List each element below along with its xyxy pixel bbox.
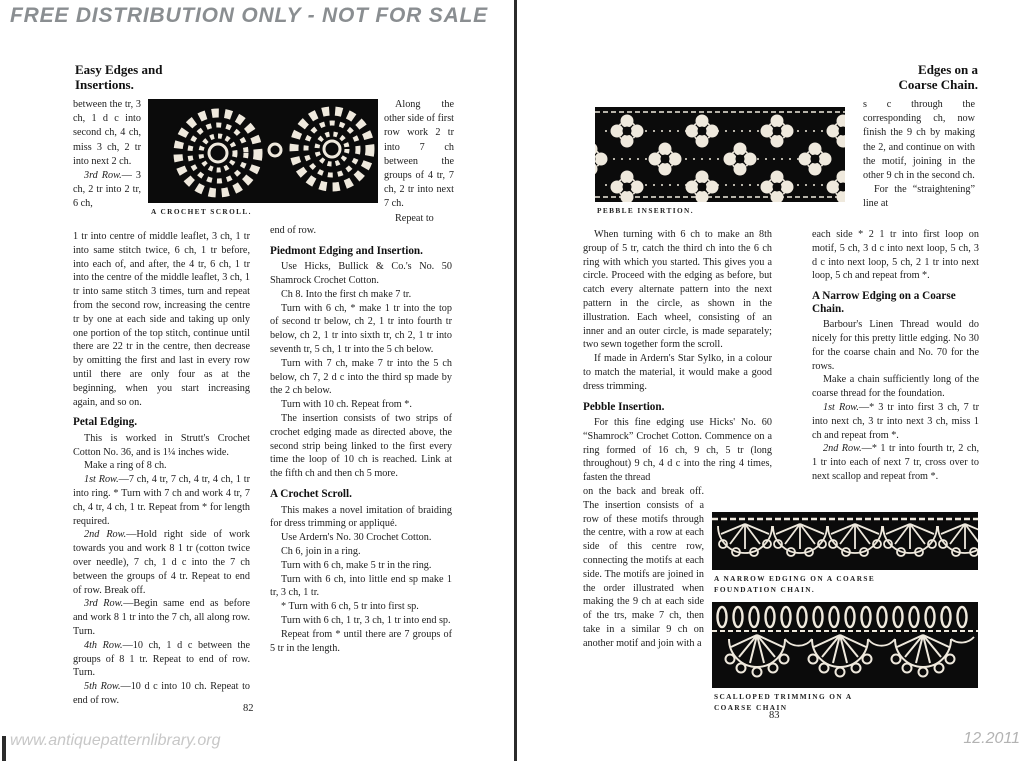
- left-intro-right-column: [384, 98, 454, 226]
- paragraph: 4th Row.—10 ch, 1 d c between the groups of 8 1 tr. Repeat to end of row. Turn.: [73, 639, 250, 679]
- crochet-scroll-photo: [148, 99, 378, 203]
- left-page-heading: Easy Edges and Insertions.: [75, 62, 163, 92]
- section-heading: Petal Edging.: [73, 416, 138, 429]
- paragraph: 1st Row.—* 3 tr into first 3 ch, 7 tr into next ch, 3 tr into next 3 ch, miss 1 ch and repeat from *.: [812, 401, 980, 441]
- paragraph: For the “straightening” line at: [863, 184, 975, 210]
- right-intro-right-column: [863, 98, 975, 212]
- paragraph: Ch 6, join in a ring.: [281, 545, 361, 557]
- left-page-number: 82: [243, 703, 254, 714]
- paragraph: on the back and break off. The insertion consists of a row of these motifs through the centre, with a row at each side of this centre row, connecting the motifs at each side. The motifs are joined in the order illustrated when making the 9 ch at each side of the trs, make 7 ch, then take in a similar 9 ch on another motif and join with a: [583, 486, 704, 649]
- pebble-insertion-photo: [595, 107, 845, 202]
- paragraph: Turn with 6 ch, into little end sp make 1 tr, 3 ch, 1 tr.: [270, 573, 452, 599]
- paragraph: Turn with 6 ch, make 5 tr in the ring.: [281, 559, 432, 571]
- section-heading: A Crochet Scroll.: [270, 488, 352, 501]
- paragraph: 5th Row.—10 d c into 10 ch. Repeat to end of row.: [73, 681, 251, 706]
- paragraph: If made in Ardern's Star Sylko, in a colour to match the material, it would make a good dress trimming.: [583, 353, 772, 392]
- paragraph: 2nd Row.—* 1 tr into fourth tr, 2 ch, 1 tr into each of next 7 tr, cross over to next scallop and repeat from *.: [812, 443, 979, 482]
- paragraph: Turn with 6 ch, 1 tr, 3 ch, 1 tr into end sp.: [281, 614, 451, 626]
- right-page-column-2: [812, 228, 979, 484]
- paragraph: When turning with 6 ch to make an 8th group of 5 tr, catch the third ch into the 6 ch ring with which you started. This gives you a circle. Proceed with the edging as before, but catch every alternate pattern into the next pattern in the circle, as shown in the illustration. Each wheel, consisting of an inner and an outer circle, is made separately; two sewn together form the scroll.: [583, 229, 772, 351]
- paragraph: Barbour's Linen Thread would do nicely for this pretty little edging. No 30 for the coarse chain and No. 70 for the rows.: [812, 319, 979, 372]
- paragraph: 1st Row.—7 ch, 4 tr, 7 ch, 4 tr, 4 ch, 1 tr into ring. * Turn with 7 ch and work 4 tr, 7 ch, 4 tr, 4 ch, 1 tr. Repeat from * for length required.: [73, 474, 250, 527]
- paragraph: For this fine edging use Hicks' No. 60 “Shamrock” Crochet Cotton. Commence on a ring formed of 16 ch, 9 ch, 5 tr (long throughout) 9 ch, 4 d c into the ring 4 times, fasten the thread: [583, 417, 772, 484]
- section-heading: Pebble Insertion.: [583, 400, 665, 413]
- paragraph: 3rd Row.— 3 ch, 2 tr into 2 tr, 6 ch,: [73, 170, 141, 210]
- scalloped-trimming-caption: SCALLOPED TRIMMING ON A COARSE CHAIN: [714, 692, 853, 712]
- narrow-edging-caption: A NARROW EDGING ON A COARSE FOUNDATION CHAIN.: [714, 574, 876, 594]
- right-page-number: 83: [769, 710, 780, 721]
- narrow-edging-illustration: [712, 512, 978, 570]
- paragraph: 2nd Row.—Hold right side of work towards you and work 8 1 tr (cotton twice over needle), 7 ch, 1 d c into the 7 ch between the groups of 4 tr. Repeat to end of row. Break off.: [73, 529, 250, 596]
- crochet-scroll-illustration: [148, 99, 378, 203]
- scalloped-trimming-photo: [712, 602, 978, 688]
- paragraph: This makes a novel imitation of braiding for dress trimming or appliqué.: [270, 504, 452, 530]
- paragraph: 3rd Row.—Begin same end as before and work 8 1 tr into the 7 ch, all along row. Turn.: [73, 598, 250, 638]
- section-heading: A Narrow Edging on a Coarse Chain.: [812, 290, 956, 315]
- section-heading: Piedmont Edging and Insertion.: [270, 244, 423, 257]
- scalloped-trimming-illustration: [712, 602, 978, 688]
- footer-date: 12.2011: [963, 730, 1020, 747]
- paragraph: Turn with 10 ch. Repeat from *.: [281, 399, 412, 411]
- paragraph: Ch 8. Into the first ch make 7 tr.: [281, 288, 412, 300]
- right-page-heading: Edges on a Coarse Chain.: [898, 62, 978, 92]
- pebble-insertion-caption: PEBBLE INSERTION.: [597, 206, 694, 215]
- pebble-insertion-illustration: [595, 107, 845, 202]
- paragraph: Make a chain sufficiently long of the coarse thread for the foundation.: [812, 374, 979, 400]
- paragraph: Repeat to: [395, 212, 434, 224]
- paragraph: The insertion consists of two strips of crochet edging made as directed above, the second strip being linked to the first every time the loop of 10 ch is reached. Link at the fifth ch and then ch 5 more.: [270, 413, 452, 480]
- narrow-edging-photo: [712, 512, 978, 570]
- paragraph: Use Hicks, Bullick & Co.'s No. 50 Shamrock Crochet Cotton.: [270, 261, 452, 287]
- paragraph: * Turn with 6 ch, 5 tr into first sp.: [281, 601, 419, 613]
- paragraph: Turn with 7 ch, make 7 tr into the 5 ch below, ch 7, 2 d c into the third sp made by the 2 ch below.: [270, 357, 452, 397]
- paragraph: Use Ardern's No. 30 Crochet Cotton.: [281, 532, 432, 544]
- paragraph: Make a ring of 8 ch.: [84, 460, 167, 472]
- paragraph: Repeat from * until there are 7 groups of 5 tr in the length.: [270, 628, 452, 654]
- footer-website: www.antiquepatternlibrary.org: [10, 732, 221, 749]
- paragraph: s c through the corresponding ch, now finish the 9 ch by making the 2, and continue on with the motif, joining in the other 9 ch in the second ch.: [863, 99, 975, 182]
- left-page-column-1: [73, 230, 250, 708]
- left-page-column-2: [270, 224, 452, 655]
- paragraph: This is worked in Strutt's Crochet Cotton No. 36, and is 1¼ inches wide.: [73, 432, 250, 458]
- paragraph: each side * 2 1 tr into first loop on motif, 5 ch, 3 d c into next loop, 5 ch, 3 d c into next loop, 5 ch, 2 1 tr into next loop, 5 ch and repeat from *.: [812, 229, 979, 282]
- paragraph: Turn with 6 ch, * make 1 tr into the top of second tr below, ch 2, 1 tr into fourth tr below, ch 2, 1 tr into sixth tr, ch 2, 1 tr into seventh tr, 5 ch, 1 tr into the 5 ch below.: [270, 302, 452, 356]
- paragraph: 1 tr into centre of middle leaflet, 3 ch, 1 tr into same stitch twice, 6 ch, 1 tr before, into each of, and after, the 4 tr, 6 ch, 1 tr into the centre of the middle leaflet, 3 ch, 1 tr into same stitch 3 times, turn and repeat from the second row, increasing the centre tr by one at each side and taking up only one portion of the top stitch, continue until there are 22 tr in the centre, then decrease by omitting the first and last in every row until there are only four as at the beginning, when you start increasing again, and so on.: [73, 231, 250, 408]
- paragraph: between the tr, 3 ch, 1 d c into second ch, 4 ch, miss 3 ch, 2 tr into next 2 ch.: [73, 99, 141, 167]
- free-distribution-banner: FREE DISTRIBUTION ONLY - NOT FOR SALE: [10, 4, 488, 27]
- crochet-scroll-caption: A CROCHET SCROLL.: [151, 207, 252, 216]
- left-intro-column: [73, 98, 141, 212]
- paragraph: end of row.: [270, 225, 317, 236]
- paragraph: Along the other side of first row work 2 tr into 7 ch between the groups of 4 tr, 7 ch, 2 tr into next 7 ch.: [384, 99, 454, 210]
- right-page: [517, 0, 1028, 761]
